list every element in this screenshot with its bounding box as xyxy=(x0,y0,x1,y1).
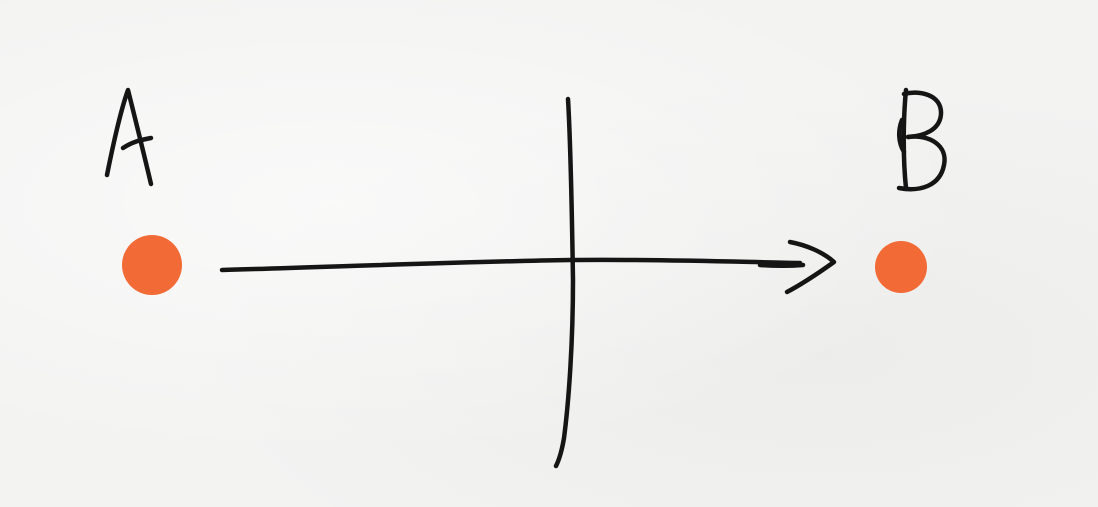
label-a: A xyxy=(91,82,167,210)
connector-arrow xyxy=(222,242,834,292)
barrier-line xyxy=(556,99,573,466)
point-b-marker xyxy=(875,241,927,293)
label-b: B xyxy=(882,87,958,215)
point-a-marker xyxy=(122,235,182,295)
